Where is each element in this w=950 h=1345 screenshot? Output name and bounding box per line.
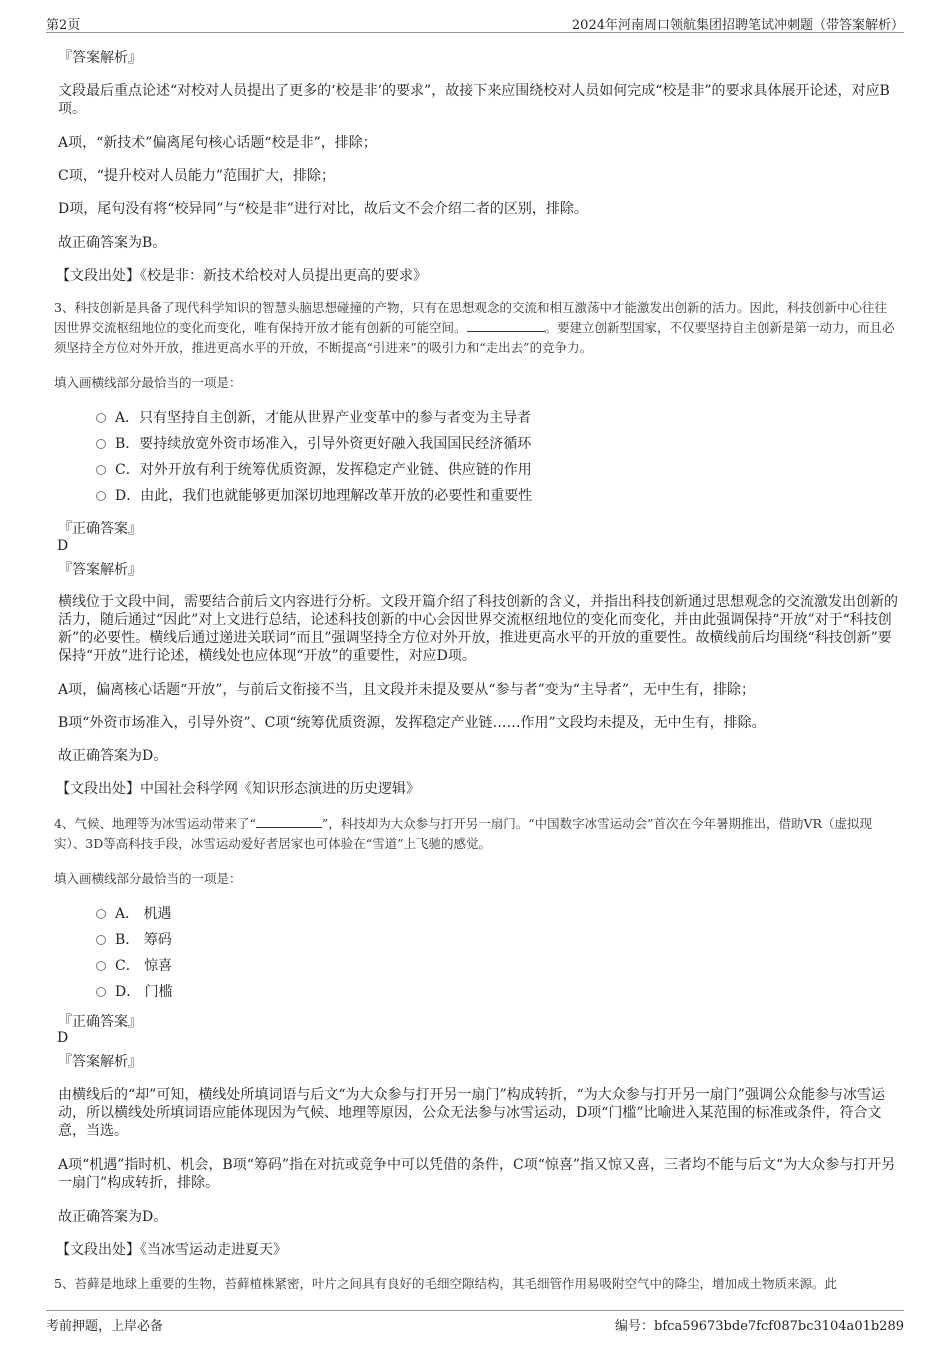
analysis-conclusion: 故正确答案为D。 [58,748,168,764]
page-footer [46,1310,904,1335]
analysis-paragraph: A项“机遇”指时机、机会，B项“筹码”指在对抗或竞争中可以凭借的条件，C项“惊喜”指又惊又喜，三者均不能与后文“为大众参与打开另一扇门”构成转折，排除。 [58,1157,896,1191]
analysis-heading: 『答案解析』 [58,1054,142,1070]
radio-icon[interactable] [96,935,106,945]
option-c[interactable]: C． 惊喜 [96,957,172,975]
analysis-paragraph: A项，偏离核心话题“开放”，与前后文衔接不当，且文段并未提及要从“参与者”变为“主导者”，无中生有，排除； [58,682,756,698]
analysis-heading: 『答案解析』 [58,562,142,578]
analysis-paragraph: 文段最后重点论述“对校对人员提出了更多的‘校是非’的要求”，故接下来应围绕校对人员如何完成“校是非”的要求具体展开论述，对应B项。 [58,83,890,117]
question-4-stem: 4、气候、地理等为冰雪运动带来了“ ”，科技却为大众参与打开另一扇门。“中国数字冰雪运动会”首次在今年暑期推出，借助VR（虚拟现实）、3D等高科技手段，冰雪运动爱好者居家也可体验在“雪道”上飞驰的感觉。 [54,816,872,851]
correct-answer: D [57,1030,69,1046]
radio-icon[interactable] [96,491,106,501]
analysis-conclusion: 故正确答案为B。 [58,235,167,251]
fill-blank [256,815,322,828]
radio-icon[interactable] [96,961,106,971]
radio-icon[interactable] [96,987,106,997]
option-a[interactable]: A． 机遇 [96,905,172,923]
radio-icon[interactable] [96,413,106,423]
radio-icon[interactable] [96,909,106,919]
radio-icon[interactable] [96,439,106,449]
option-a[interactable]: A．只有坚持自主创新，才能从世界产业变革中的参与者变为主导者 [96,409,531,427]
analysis-paragraph: 由横线后的“却”可知，横线处所填词语与后文“为大众参与打开另一扇门”构成转折，“为大众参与打开另一扇门”强调公众能参与冰雪运动，所以横线处所填词语应能体现因为气候、地理等原因，公众无法参与冰雪运动，D项“门槛”比喻进入某范围的标准或条件，符合文意，当选。 [58,1087,885,1139]
question-hint: 填入画横线部分最恰当的一项是： [54,871,242,886]
document-id: 编号：bfca59673bde7fcf087bc3104a01b289 [615,1319,904,1334]
question-hint: 填入画横线部分最恰当的一项是： [54,375,242,390]
correct-answer: D [57,538,69,554]
analysis-heading: 『答案解析』 [58,50,142,66]
document-title: 2024年河南周口领航集团招聘笔试冲刺题（带答案解析） [571,18,904,33]
source-citation: 【文段出处】《当冰雪运动走进夏天》 [56,1242,287,1258]
analysis-paragraph: D项，尾句没有将“校异同”与“校是非”进行对比，故后文不会介绍二者的区别，排除。 [58,201,588,217]
question-3-stem: 3、科技创新是具备了现代科学知识的智慧头脑思想碰撞的产物，只有在思想观念的交流和相互激荡中才能激发出创新的活力。因此，科技创新中心往往因世界交流枢纽地位的变化而变化，唯有保持开放才能有创新的可能空间。 。要建立创新型国家，不仅要坚持自主创新是第一动力，而且必须坚持全方位对外开放，推进更高水平的开放，不断提高“引进来”的吸引力和“走出去”的竞争力。 [54,300,895,355]
question-5-stem: 5、苔藓是地球上重要的生物，苔藓植株紧密，叶片之间具有良好的毛细空隙结构，其毛细管作用易吸附空气中的降尘，增加成土物质来源。此 [54,1276,837,1291]
option-d[interactable]: D． 门槛 [96,983,173,1001]
fill-blank [467,319,545,332]
option-d[interactable]: D．由此，我们也就能够更加深切地理解改革开放的必要性和重要性 [96,487,532,505]
source-citation: 【文段出处】中国社会科学网《知识形态演进的历史逻辑》 [56,781,420,797]
page-header [46,12,904,33]
analysis-paragraph: A项，“新技术”偏离尾句核心话题“校是非”，排除； [58,135,377,151]
footer-slogan: 考前押题，上岸必备 [46,1319,164,1334]
analysis-paragraph: C项，“提升校对人员能力”范围扩大，排除； [58,168,336,184]
radio-icon[interactable] [96,465,106,475]
analysis-paragraph: B项“外资市场准入，引导外资”、C项“统筹优质资源，发挥稳定产业链……作用”文段均未提及，无中生有，排除。 [58,715,766,731]
option-c[interactable]: C．对外开放有利于统筹优质资源，发挥稳定产业链、供应链的作用 [96,461,532,479]
source-citation: 【文段出处】《校是非：新技术给校对人员提出更高的要求》 [56,268,427,284]
analysis-paragraph: 横线位于文段中间，需要结合前后文内容进行分析。文段开篇介绍了科技创新的含义，并指出科技创新通过思想观念的交流激发出创新的活力，随后通过“因此”对上文进行总结，论述科技创新的中心会因世界交流枢纽地位的变化而变化，并由此强调保持“开放”对于“科技创新”的必要性。横线后通过递进关联词“而且”强调坚持全方位对外开放，推进更高水平的开放的重要性。故横线前后均围绕“科技创新”要保持“开放”进行论述，横线处也应体现“开放”的重要性，对应D项。 [58,594,898,664]
page-number: 第2页 [46,18,81,33]
option-b[interactable]: B．要持续放宽外资市场准入，引导外资更好融入我国国民经济循环 [96,435,531,453]
correct-answer-heading: 『正确答案』 [58,1014,142,1030]
correct-answer-heading: 『正确答案』 [58,521,142,537]
option-b[interactable]: B． 筹码 [96,931,172,949]
analysis-conclusion: 故正确答案为D。 [58,1209,168,1225]
